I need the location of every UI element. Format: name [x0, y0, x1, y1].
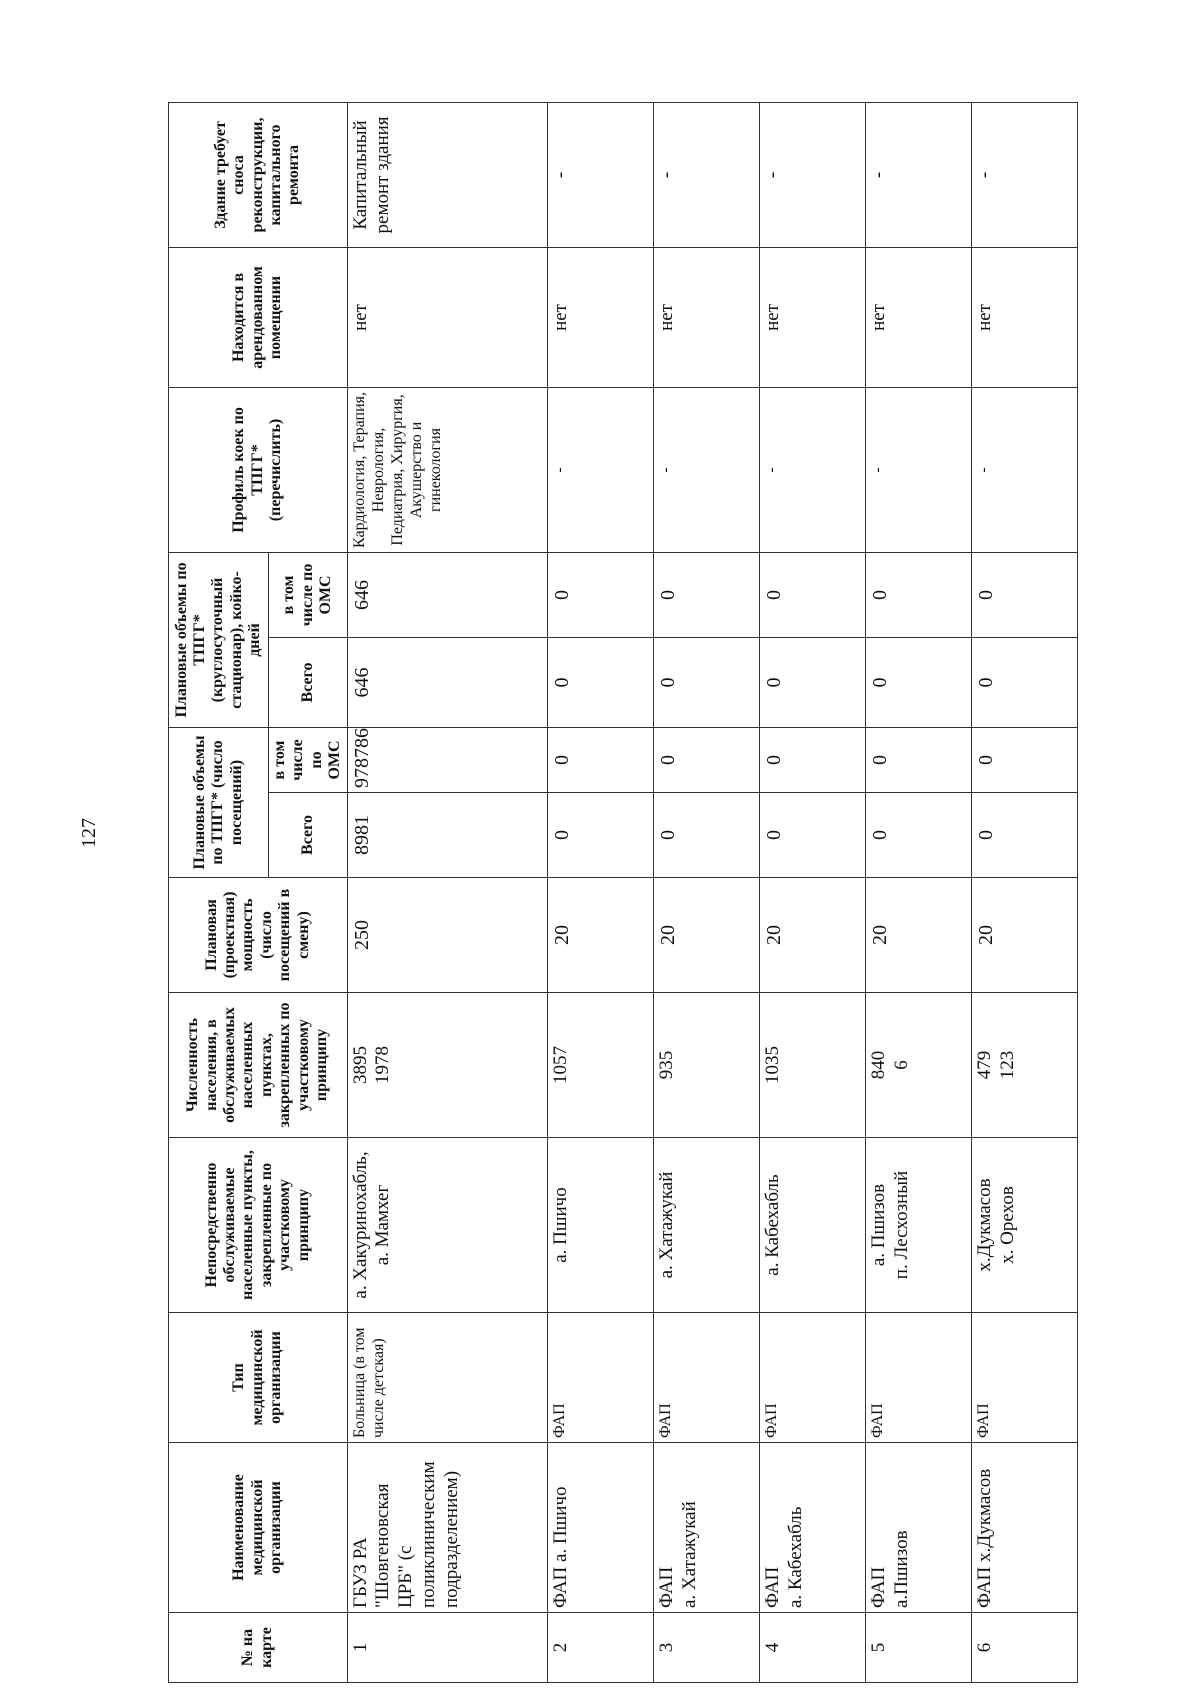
row-visits-total: 0: [654, 793, 760, 878]
header-visits-oms: в том числе по ОМС: [269, 727, 348, 792]
row-name: ФАП а. Пшичо: [548, 1443, 654, 1613]
row-repair: -: [866, 102, 972, 247]
row-settlements: а. Пшичо: [548, 1138, 654, 1313]
row-rented: нет: [972, 247, 1078, 387]
row-visits-total: 0: [760, 793, 866, 878]
row-visits-total: 0: [866, 793, 972, 878]
row-beds-total: 0: [972, 637, 1078, 727]
header-capacity: Плановая (проектная) мощность (число посещений в смену): [169, 878, 348, 993]
row-capacity: 250: [347, 878, 548, 993]
row-profile: Кардиология, Терапия, Неврология, Педиатрия, Хирургия, Акушерство и гинекология: [347, 387, 548, 552]
table-row: [548, 102, 654, 1682]
header-visits-total: Всего: [269, 793, 348, 878]
row-type: ФАП: [866, 1313, 972, 1443]
row-beds-total: 0: [760, 637, 866, 727]
row-beds-oms: 0: [760, 552, 866, 637]
row-visits-oms: 0: [972, 727, 1078, 792]
row-num: 4: [760, 1613, 866, 1683]
header-repair: Здание требует сноса реконструкции, капитального ремонта: [169, 102, 348, 247]
row-name: ФАП а. Кабехабль: [760, 1443, 866, 1613]
header-rented: Находится в арендованном помещении: [169, 247, 348, 387]
row-settlements: а. Пшизов п. Лесхозный: [866, 1138, 972, 1313]
row-beds-oms: 0: [548, 552, 654, 637]
page-number: 127: [78, 818, 100, 848]
row-settlements: а. Хакуринохабль, а. Мамхег: [347, 1138, 548, 1313]
row-profile: -: [972, 387, 1078, 552]
row-rented: нет: [760, 247, 866, 387]
table-row: [760, 102, 866, 1682]
row-name: ГБУЗ РА "Шовгеновская ЦРБ" (с поликлиническим подразделением): [347, 1443, 548, 1613]
row-beds-oms: 0: [654, 552, 760, 637]
table-container: [168, 103, 1078, 1683]
row-type: ФАП: [972, 1313, 1078, 1443]
row-population: 1057: [548, 993, 654, 1138]
facilities-table: [168, 102, 1078, 1683]
row-name: ФАП а. Хатажукай: [654, 1443, 760, 1613]
header-type: Тип медицинской организации: [169, 1313, 348, 1443]
row-num: 6: [972, 1613, 1078, 1683]
header-profile: Профиль коек по ТПГГ* (перечислить): [169, 387, 348, 552]
row-visits-total: 8981: [347, 793, 548, 878]
row-rented: нет: [347, 247, 548, 387]
row-name: ФАП а.Пшизов: [866, 1443, 972, 1613]
row-type: ФАП: [654, 1313, 760, 1443]
row-population: 935: [654, 993, 760, 1138]
header-beds-oms: в том числе по ОМС: [269, 552, 348, 637]
row-settlements: а. Кабехабль: [760, 1138, 866, 1313]
row-num: 1: [347, 1613, 548, 1683]
row-repair: -: [548, 102, 654, 247]
row-type: ФАП: [760, 1313, 866, 1443]
table-row: [866, 102, 972, 1682]
row-population: 840 6: [866, 993, 972, 1138]
table-row: [347, 102, 548, 1682]
row-repair: -: [760, 102, 866, 247]
header-beds-total: Всего: [269, 637, 348, 727]
row-visits-oms: 0: [548, 727, 654, 792]
row-beds-oms: 0: [866, 552, 972, 637]
row-visits-oms: 978786: [347, 727, 548, 792]
row-capacity: 20: [972, 878, 1078, 993]
header-population: Численность населения, в обслуживаемых населенных пунктах, закрепленных по участковому принципу: [169, 993, 348, 1138]
row-profile: -: [654, 387, 760, 552]
row-name: ФАП х.Дукмасов: [972, 1443, 1078, 1613]
row-num: 2: [548, 1613, 654, 1683]
row-beds-total: 646: [347, 637, 548, 727]
row-beds-oms: 0: [972, 552, 1078, 637]
row-rented: нет: [654, 247, 760, 387]
row-rented: нет: [548, 247, 654, 387]
table-row: [654, 102, 760, 1682]
header-num: № на карте: [169, 1613, 348, 1683]
row-population: 3895 1978: [347, 993, 548, 1138]
row-visits-oms: 0: [760, 727, 866, 792]
row-capacity: 20: [548, 878, 654, 993]
row-population: 1035: [760, 993, 866, 1138]
row-num: 5: [866, 1613, 972, 1683]
row-repair: -: [654, 102, 760, 247]
row-settlements: а. Хатажукай: [654, 1138, 760, 1313]
row-visits-total: 0: [548, 793, 654, 878]
row-beds-total: 0: [654, 637, 760, 727]
header-beds-group: Плановые объемы по ТПГГ* (круглосуточный стационар), койко-дней: [169, 552, 269, 727]
row-profile: -: [760, 387, 866, 552]
row-population: 479 123: [972, 993, 1078, 1138]
row-repair: -: [972, 102, 1078, 247]
row-type: ФАП: [548, 1313, 654, 1443]
header-name: Наименование медицинской организации: [169, 1443, 348, 1613]
row-visits-oms: 0: [654, 727, 760, 792]
row-capacity: 20: [760, 878, 866, 993]
row-profile: -: [548, 387, 654, 552]
row-capacity: 20: [654, 878, 760, 993]
row-rented: нет: [866, 247, 972, 387]
row-beds-oms: 646: [347, 552, 548, 637]
row-repair: Капитальный ремонт здания: [347, 102, 548, 247]
row-beds-total: 0: [866, 637, 972, 727]
row-visits-oms: 0: [866, 727, 972, 792]
row-settlements: х.Дукмасов х. Орехов: [972, 1138, 1078, 1313]
row-beds-total: 0: [548, 637, 654, 727]
header-visits-group: Плановые объемы по ТПГГ* (число посещений): [169, 727, 269, 877]
header-settlements: Непосредственно обслуживаемые населенные пункты, закрепленные по участковому принципу: [169, 1138, 348, 1313]
row-num: 3: [654, 1613, 760, 1683]
row-type: Больница (в том числе детская): [347, 1313, 548, 1443]
row-capacity: 20: [866, 878, 972, 993]
row-profile: -: [866, 387, 972, 552]
row-visits-total: 0: [972, 793, 1078, 878]
table-row: [972, 102, 1078, 1682]
